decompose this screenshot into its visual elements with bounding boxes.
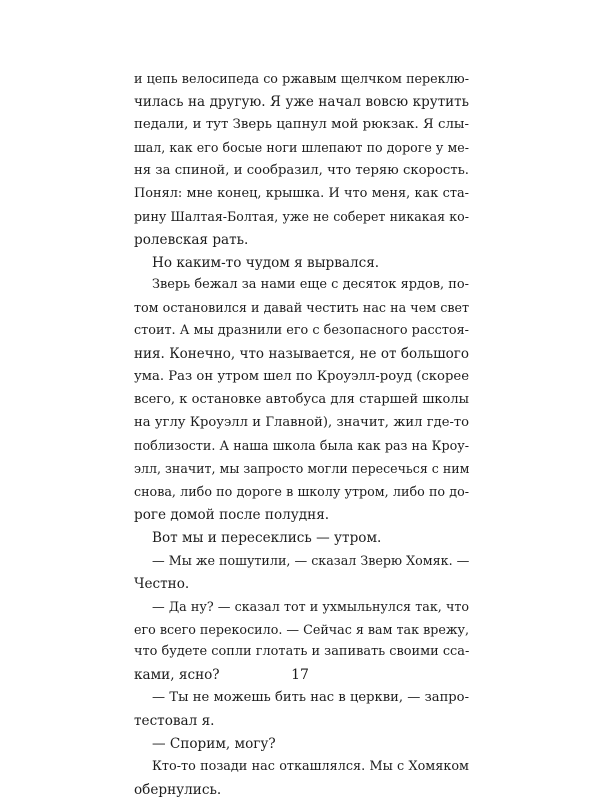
text-line: элл, значит, мы запросто могли пересечься с ним	[134, 460, 470, 476]
text-line: Кто-то позади нас откашлялся. Мы с Хомяком	[152, 759, 469, 775]
text-line: роге домой после полудня.	[134, 506, 330, 523]
page-number: 17	[291, 667, 309, 683]
text-line: Зверь бежал за нами еще с десяток ярдов, по-	[152, 277, 469, 293]
text-line: рину Шалтая-Болтая, уже не соберет никакая ко-	[134, 208, 469, 224]
text-line: — Мы же пошутили, — сказал Зверю Хомяк. —	[152, 552, 470, 568]
text-line: Но каким-то чудом я вырвался.	[152, 254, 380, 271]
text-line: — Да ну? — сказал тот и ухмыльнулся так, что	[152, 598, 469, 614]
text-line: его всего перекосило. — Сейчас я вам так врежу,	[134, 621, 470, 637]
text-line: Честно.	[134, 575, 190, 592]
text-line: — Спорим, могу?	[152, 736, 276, 753]
text-line: снова, либо по дороге в школу утром, либо по до-	[134, 483, 469, 499]
text-line: стоит. А мы дразнили его с безопасного расстоя-	[134, 323, 469, 339]
text-line: чилась на другую. Я уже начал вовсю крутить	[134, 93, 469, 110]
text-line: ня за спиной, и сообразил, что теряю скорость.	[134, 162, 469, 178]
text-line: и цепь велосипеда со ржавым щелчком переклю-	[134, 71, 469, 86]
text-line: том остановился и давай честить нас на чем свет	[134, 300, 469, 316]
text-line: Вот мы и пересеклись — утром.	[152, 529, 382, 546]
text-line: поблизости. А наша школа была как раз на Кроу-	[134, 438, 469, 453]
text-line: тестовал я.	[134, 713, 215, 730]
text-line: ния. Конечно, что называется, не от большого	[134, 346, 469, 363]
text-line: шал, как его босые ноги шлепают по дороге у ме-	[134, 139, 469, 155]
text-line: — Ты не можешь бить нас в церкви, — запро-	[152, 690, 469, 706]
text-line: всего, к остановке автобуса для старшей школы	[134, 392, 469, 408]
text-line: педали, и тут Зверь цапнул мой рюкзак. Я слы-	[134, 116, 469, 132]
text-line: на углу Кроуэлл и Главной), значит, жил где-то	[134, 415, 469, 431]
text-line: что будете сопли глотать и запивать своими сса-	[134, 644, 470, 660]
text-line: обернулись.	[134, 782, 222, 799]
body-text	[134, 68, 469, 802]
text-line: ума. Раз он утром шел по Кроуэлл-роуд (скорее	[134, 369, 469, 385]
text-line: Понял: мне конец, крышка. И что меня, как ста-	[134, 185, 469, 201]
text-line: ками, ясно?	[134, 667, 220, 684]
text-line: ролевская рать.	[134, 231, 249, 248]
